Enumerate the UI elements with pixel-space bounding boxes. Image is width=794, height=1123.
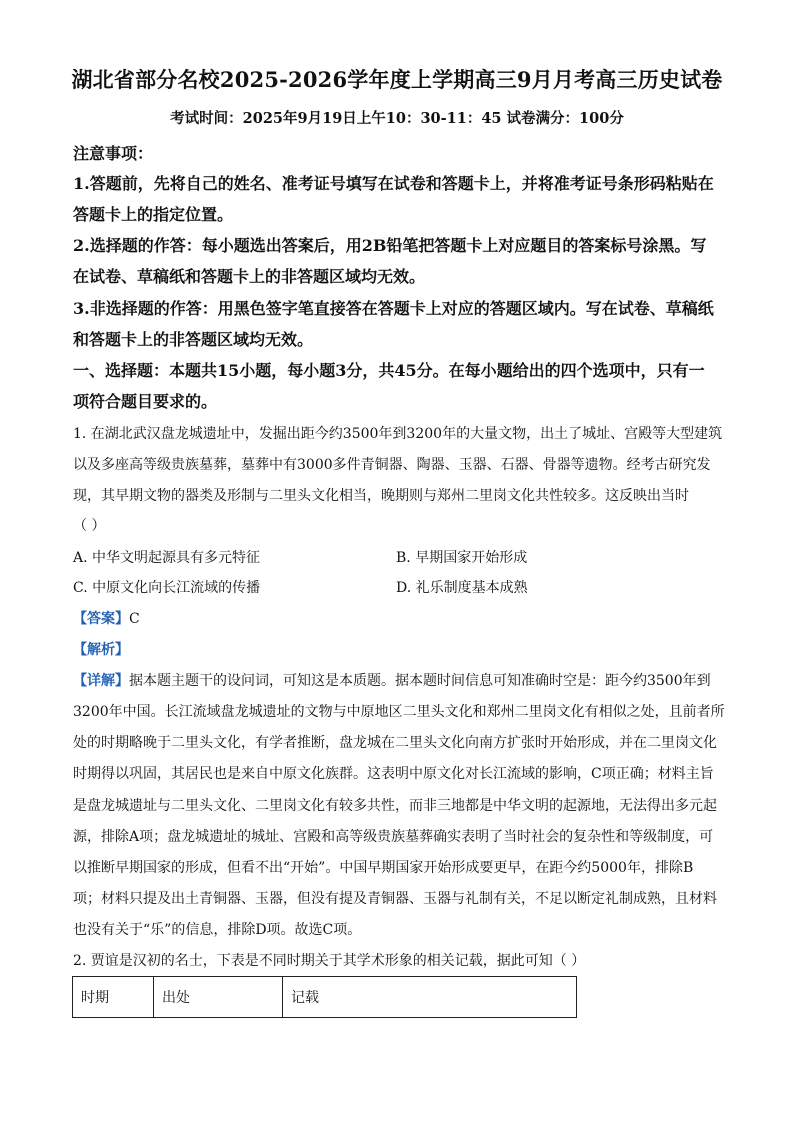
question-1-stem-line-2: 以及多座高等级贵族墓葬，墓葬中有3000多件青铜器、陶器、玉器、石器、骨器等遗物。经考古研究发 xyxy=(73,457,711,473)
section-heading-line-1: 一、选择题：本题共15小题，每小题3分，共45分。在每小题给出的四个选项中，只有一 xyxy=(73,361,705,380)
detail-line-6: 源，排除A项；盘龙城遗址的城址、宫殿和高等级贵族墓葬确实表明了当时社会的复杂性和等级制度，可 xyxy=(73,829,714,845)
table-header-period: 时期 xyxy=(73,977,154,1018)
note-1-line-1: 1.答题前，先将自己的姓名、准考证号填写在试卷和答题卡上，并将准考证号条形码粘贴在 xyxy=(73,174,714,193)
note-3-line-1: 3.非选择题的作答：用黑色签字笔直接答在答题卡上对应的答题区域内。写在试卷、草稿纸 xyxy=(73,299,714,318)
question-1-option-b: B. 早期国家开始形成 xyxy=(396,550,528,566)
exam-info: 考试时间：2025年9月19日上午10：30-11：45 试卷满分：100分 xyxy=(170,110,624,127)
note-1-line-2: 答题卡上的指定位置。 xyxy=(73,205,234,224)
detail-line-9: 也没有关于“乐”的信息，排除D项。故选C项。 xyxy=(73,922,362,938)
note-2-line-1: 2.选择题的作答：每小题选出答案后，用2B铅笔把答题卡上对应题目的答案标号涂黑。写 xyxy=(73,236,707,255)
table-header-source: 出处 xyxy=(154,977,283,1018)
detail-line-3: 处的时期略晚于二里头文化，有学者推断，盘龙城在二里头文化向南方扩张时开始形成，并在二里岗文化 xyxy=(73,735,717,751)
detail-line-4: 时期得以巩固，其居民也是来自中原文化族群。这表明中原文化对长江流域的影响，C项正确；材料主旨 xyxy=(73,766,714,782)
question-1-option-c: C. 中原文化向长江流域的传播 xyxy=(73,580,261,596)
section-heading-line-2: 项符合题目要求的。 xyxy=(73,392,218,411)
notes-heading: 注意事项： xyxy=(73,144,154,163)
analysis-label: 【解析】 xyxy=(73,642,129,658)
table-header-row xyxy=(73,977,577,1018)
detail-line-5: 是盘龙城遗址与二里头文化、二里岗文化有较多共性，而非三地都是中华文明的起源地，无法得出多元起 xyxy=(73,798,717,814)
note-3-line-2: 和答题卡上的非答题区域均无效。 xyxy=(73,330,314,349)
table-header-record: 记载 xyxy=(283,977,577,1018)
detail-line-2: 3200年中国。长江流域盘龙城遗址的文物与中原地区二里头文化和郑州二里岗文化有相似之处，且前者所 xyxy=(73,704,725,720)
detail-text-1: 据本题主题干的设问词，可知这是本质题。据本题时间信息可知准确时空是：距今约3500年到 xyxy=(129,673,711,689)
question-1-stem-line-3: 现，其早期文物的器类及形制与二里头文化相当，晚期则与郑州二里岗文化共性较多。这反映出当时 xyxy=(73,488,689,504)
question-1-option-a: A. 中华文明起源具有多元特征 xyxy=(73,550,261,566)
question-1-stem-line-1: 1. 在湖北武汉盘龙城遗址中，发掘出距今约3500年到3200年的大量文物，出土了城址、宫殿等大型建筑 xyxy=(73,426,723,442)
page-title: 湖北省部分名校2025-2026学年度上学期高三9月月考高三历史试卷 xyxy=(71,67,723,92)
question-1-answer-blank: （ ） xyxy=(73,518,106,534)
detail-label: 【详解】 xyxy=(73,673,129,689)
detail-line-8: 项；材料只提及出土青铜器、玉器，但没有提及青铜器、玉器与礼制有关，不足以断定礼制成熟，且材料 xyxy=(73,891,717,907)
question-2-table xyxy=(72,976,577,1018)
question-1-option-d: D. 礼乐制度基本成熟 xyxy=(396,580,528,596)
question-2-stem: 2. 贾谊是汉初的名士，下表是不同时期关于其学术形象的相关记载，据此可知（ ） xyxy=(73,953,586,969)
detail-line-1 xyxy=(73,670,711,690)
note-2-line-2: 在试卷、草稿纸和答题卡上的非答题区域均无效。 xyxy=(73,267,426,286)
detail-line-7: 以推断早期国家的形成，但看不出“开始”。中国早期国家开始形成要更早，在距今约5000年，排除B xyxy=(73,860,694,876)
answer-label: 【答案】 xyxy=(73,611,129,627)
question-1-analysis xyxy=(73,639,129,659)
answer-value: C xyxy=(129,611,140,627)
question-1-answer xyxy=(73,608,140,628)
